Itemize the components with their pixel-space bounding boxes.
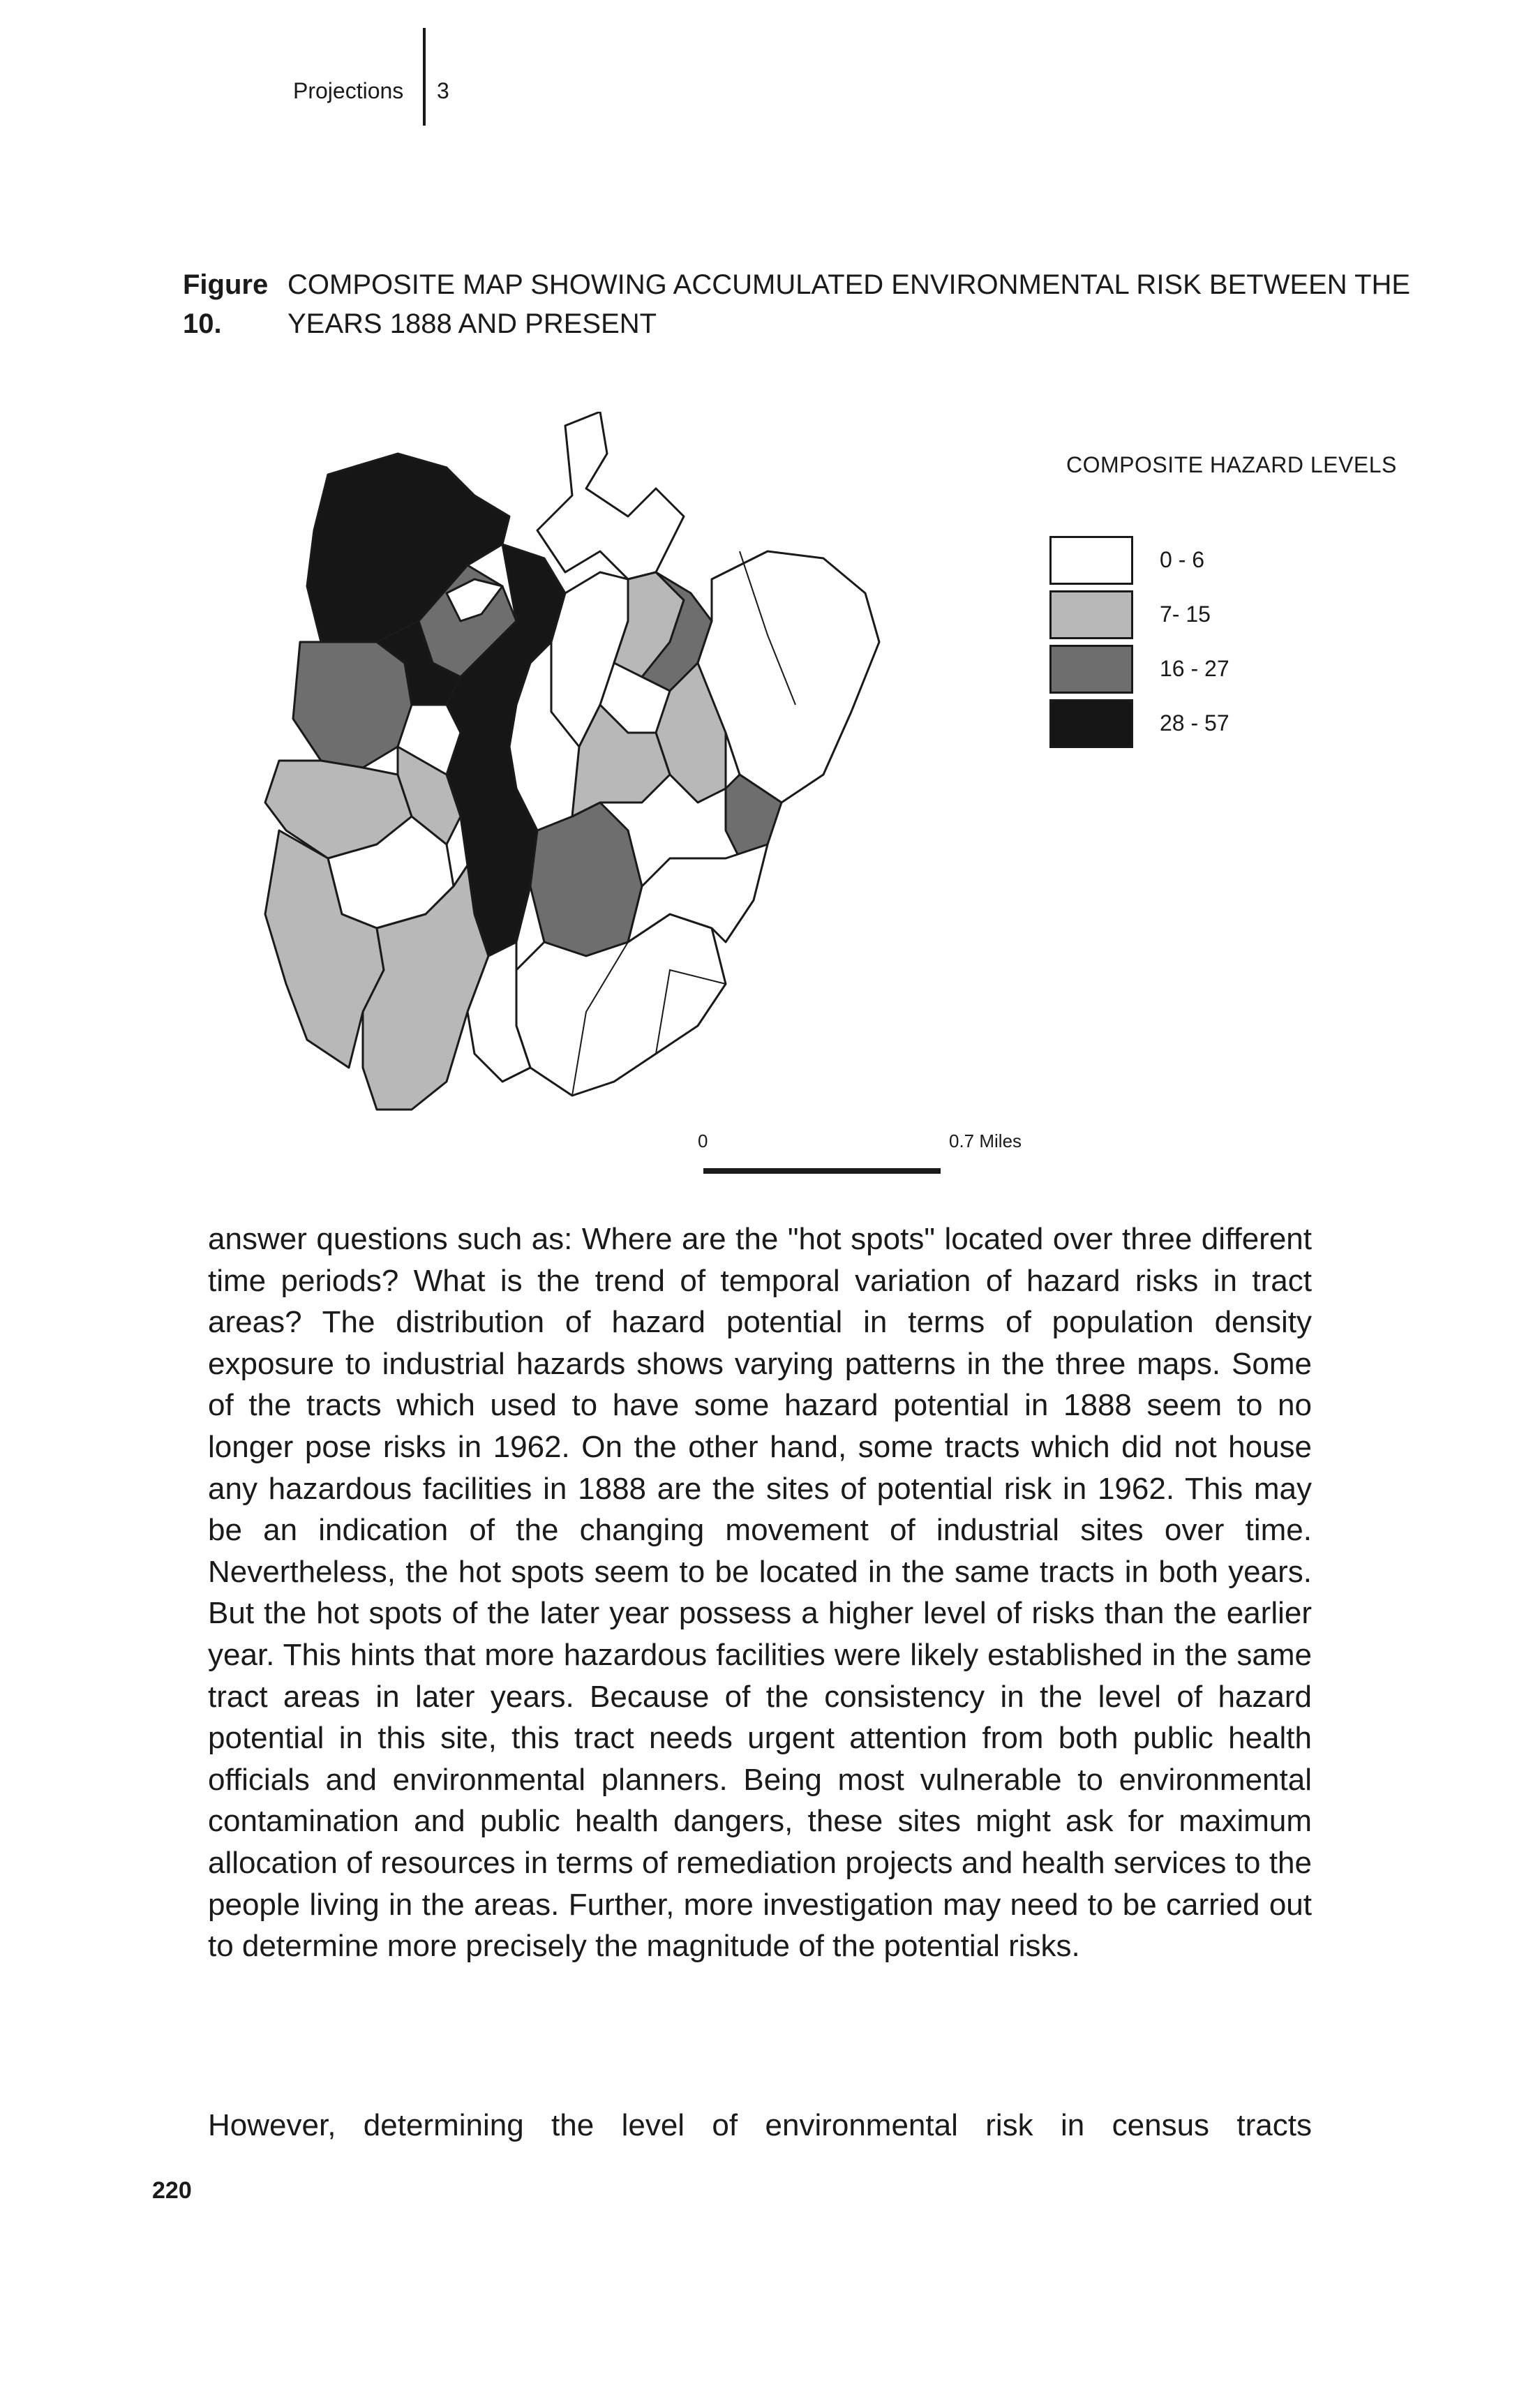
body-text xyxy=(208,1218,1312,1967)
legend-swatch xyxy=(1049,590,1133,639)
map-tract xyxy=(537,412,684,579)
header-divider xyxy=(423,28,426,126)
scale-bar xyxy=(698,1130,1061,1186)
legend-label: 16 - 27 xyxy=(1160,656,1229,681)
composite-hazard-map xyxy=(237,412,991,1207)
legend-swatch xyxy=(1049,645,1133,694)
paragraph: However, determining the level of environmental risk in census tracts xyxy=(208,2108,1312,2142)
caption-line-1: COMPOSITE MAP SHOWING ACCUMULATED ENVIRONMENTAL RISK BETWEEN THE xyxy=(287,269,1411,300)
figure-label: Figure 10. xyxy=(183,269,269,339)
caption-line-2: YEARS 1888 AND PRESENT xyxy=(287,308,657,339)
scale-start-label: 0 xyxy=(698,1130,708,1151)
map-tract xyxy=(530,803,642,956)
running-header-chapter: 3 xyxy=(437,78,449,103)
legend-label: 28 - 57 xyxy=(1160,710,1229,736)
scale-end-label: 0.7 Miles xyxy=(949,1130,1022,1151)
figure-caption xyxy=(183,265,1425,343)
legend-swatch xyxy=(1049,699,1133,748)
scale-line xyxy=(703,1168,941,1174)
legend-title: COMPOSITE HAZARD LEVELS xyxy=(1066,452,1397,477)
running-header-section: Projections xyxy=(293,78,404,103)
legend-label: 7- 15 xyxy=(1160,602,1211,627)
page-number: 220 xyxy=(152,2177,192,2204)
map-tract xyxy=(293,642,412,768)
legend-swatch xyxy=(1049,536,1133,585)
paragraph: answer questions such as: Where are the "hot spots" located over three different time periods? What is the trend of temporal variation of hazard risks in tract areas? The distribution of hazard potential in terms of population density exposure to industrial hazards shows varying patterns in the three maps. Some of the tracts which used to have some hazard potential in 1888 seem to no longer pose risks in 1962. On the other hand, some tracts which did not house any hazardous facilities in 1888 are the sites of potential risk in 1962. This may be an indication of the changing movement of industrial sites over time. Nevertheless, the hot spots seem to be located in the same tracts in both years. But the hot spots of the later year possess a higher level of risks than the earlier year. This hints that more hazardous facilities were likely established in the same tract areas in later years. Because of the consistency in the level of hazard potential in this site, this tract needs urgent attention from both public health officials and environmental planners. Being most vulnerable to environmental contamination and public health dangers, these sites might ask for maximum allocation of resources in terms of remediation projects and health services to the people living in the areas. Further, more investigation may need to be carried out to determine more precisely the magnitude of the potential risks. xyxy=(208,1222,1312,1964)
legend-label: 0 - 6 xyxy=(1160,547,1205,572)
